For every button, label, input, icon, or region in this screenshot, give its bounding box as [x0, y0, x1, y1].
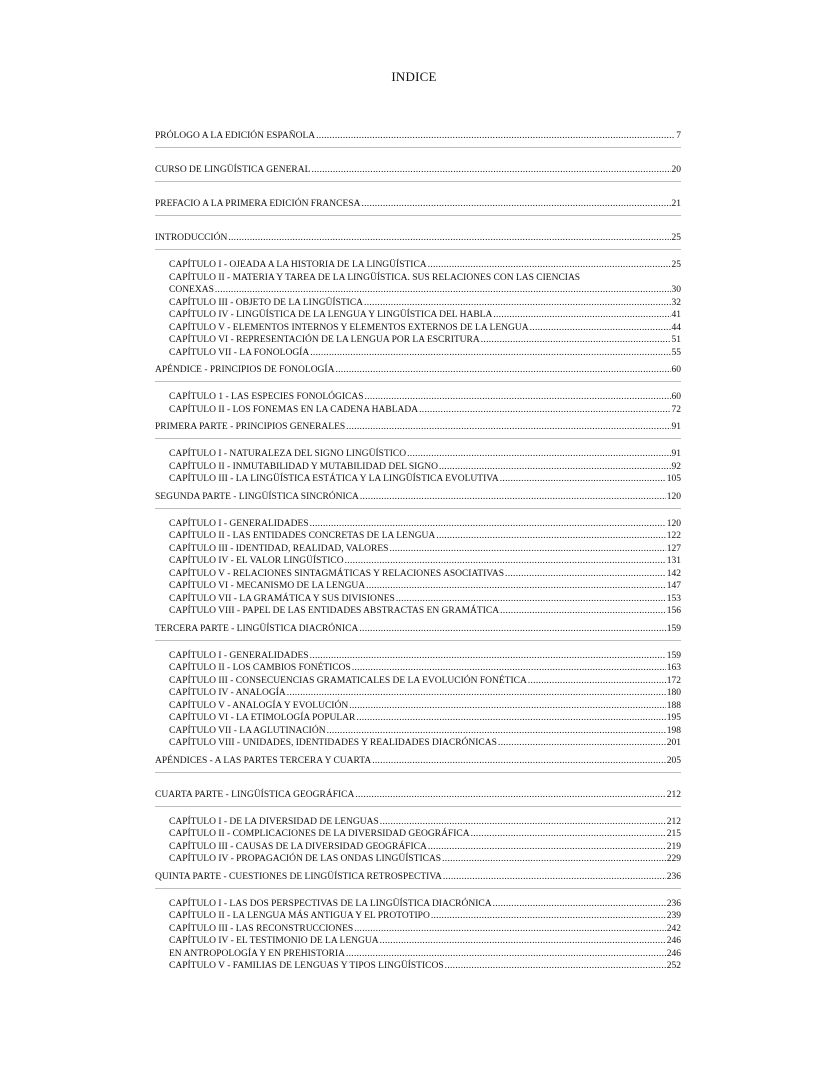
dot-leader	[354, 923, 666, 936]
toc-page-number: 127	[666, 543, 681, 554]
toc-chapter-title-cont: CONEXAS	[169, 285, 214, 295]
toc-section-title: PRÓLOGO A LA EDICIÓN ESPAÑOLA	[155, 131, 316, 141]
toc-chapter-title: CAPÍTULO II - LAS ENTIDADES CONCRETAS DE LA LENGUA	[169, 531, 436, 541]
toc-section	[155, 624, 681, 756]
toc-chapter-entry[interactable]	[155, 259, 681, 272]
toc-chapter-title: CAPÍTULO II - LOS FONEMAS EN LA CADENA HABLADA	[169, 404, 419, 415]
divider	[155, 438, 681, 439]
dot-leader	[389, 543, 665, 556]
dot-leader	[498, 737, 666, 750]
toc-page-number: 55	[671, 347, 681, 358]
dot-leader	[366, 580, 666, 593]
toc-chapter-title: CAPÍTULO VIII - UNIDADES, IDENTIDADES Y REALIDADES DIACRÓNICAS	[169, 738, 497, 748]
toc-chapter-title: CAPÍTULO I - LAS DOS PERSPECTIVAS DE LA LINGÜÍSTICA DIACRÓNICA	[169, 898, 492, 909]
dot-leader	[287, 687, 666, 700]
toc-chapter-entry[interactable]	[155, 662, 681, 675]
toc-chapter-entry[interactable]	[155, 737, 681, 750]
toc-page-number: 212	[666, 816, 681, 827]
toc-chapter-entry[interactable]	[155, 948, 681, 961]
dot-leader	[442, 853, 666, 866]
toc-page-number: 120	[666, 518, 681, 529]
toc-chapter-title: CAPÍTULO IV - ANALOGÍA	[169, 688, 286, 698]
toc-section-title: QUINTA PARTE - CUESTIONES DE LINGÜÍSTICA RETROSPECTIVA	[155, 871, 442, 882]
toc-chapter-entry[interactable]	[155, 605, 681, 618]
dot-leader	[500, 473, 666, 486]
toc-chapter-entry[interactable]	[155, 334, 681, 347]
toc-chapter-title: CAPÍTULO VII - LA AGLUTINACIÓN	[169, 725, 326, 736]
toc-chapter-list	[155, 650, 681, 750]
toc-chapter-title: CAPÍTULO I - NATURALEZA DEL SIGNO LINGÜÍSTICO	[169, 449, 407, 459]
toc-section-entry[interactable]	[155, 165, 681, 176]
dot-leader	[528, 675, 666, 688]
toc-chapter-title: CAPÍTULO IV - LINGÜÍSTICA DE LA LENGUA Y LINGÜÍSTICA DEL HABLA	[169, 310, 493, 320]
toc-page-number: 236	[666, 871, 681, 882]
toc-chapter-list	[155, 898, 681, 973]
toc-page-number: 219	[666, 841, 681, 852]
dot-leader	[352, 662, 666, 675]
dot-leader	[493, 898, 666, 911]
dot-leader	[228, 233, 670, 244]
toc-chapter-title: CAPÍTULO III - IDENTIDAD, REALIDAD, VALORES	[169, 543, 389, 554]
toc-page-number: 252	[666, 961, 681, 971]
dot-leader	[364, 297, 670, 310]
toc-section-title: APÉNDICES - A LAS PARTES TERCERA Y CUARTA	[155, 755, 372, 766]
toc-page-number: 180	[666, 688, 681, 698]
toc-page-number: 131	[666, 556, 681, 566]
dot-leader	[380, 935, 666, 948]
dot-leader	[372, 756, 666, 767]
toc-section-entry[interactable]	[155, 422, 681, 433]
toc-page-number: 20	[671, 165, 681, 175]
toc-page-number: 159	[666, 650, 681, 661]
dot-leader	[311, 165, 670, 176]
toc-section	[155, 790, 681, 872]
dot-leader	[505, 568, 666, 581]
toc-page-number: 72	[671, 404, 681, 415]
dot-leader	[359, 624, 665, 635]
toc-page-number: 92	[671, 461, 681, 472]
toc-page-number: 32	[671, 297, 681, 308]
toc-chapter-entry[interactable]	[155, 448, 681, 461]
dot-leader	[445, 960, 666, 973]
toc-chapter-title: CAPÍTULO II - MATERIA Y TAREA DE LA LINGÜÍSTICA. SUS RELACIONES CON LAS CIENCIAS	[169, 272, 581, 283]
dot-leader	[419, 404, 670, 417]
dot-leader	[500, 605, 666, 618]
toc-page-number: 25	[671, 260, 681, 270]
toc-chapter-entry[interactable]	[155, 816, 681, 829]
toc-chapter-entry[interactable]	[155, 404, 681, 417]
toc-page-number: 147	[666, 581, 681, 591]
toc-page-number: 172	[666, 675, 681, 686]
toc-chapter-entry[interactable]	[155, 923, 681, 936]
toc-page-number: 198	[666, 725, 681, 736]
dot-leader	[360, 492, 666, 503]
toc-section	[155, 199, 681, 233]
dot-leader	[335, 365, 670, 376]
toc-section	[155, 756, 681, 790]
toc-chapter-entry[interactable]	[155, 309, 681, 322]
toc-chapter-entry[interactable]	[155, 910, 681, 923]
toc-section-title: TERCERA PARTE - LINGÜÍSTICA DIACRÓNICA	[155, 623, 359, 634]
toc-chapter-entry[interactable]	[155, 841, 681, 854]
page-title: INDICE	[391, 69, 437, 84]
toc-chapter-entry[interactable]	[155, 960, 681, 973]
toc-chapter-title: CAPÍTULO V - RELACIONES SINTAGMÁTICAS Y RELACIONES ASOCIATIVAS	[169, 568, 505, 579]
toc-page-number: 51	[671, 335, 681, 345]
toc-chapter-entry[interactable]	[155, 712, 681, 725]
toc-chapter-title: CAPÍTULO II - COMPLICACIONES DE LA DIVERSIDAD GEOGRÁFICA	[169, 829, 470, 839]
toc-chapter-entry[interactable]	[155, 593, 681, 606]
toc-chapter-entry[interactable]	[155, 828, 681, 841]
dot-leader	[215, 284, 671, 297]
dot-leader	[443, 872, 666, 883]
dot-leader	[471, 828, 666, 841]
toc-chapter-title: CAPÍTULO IV - EL TESTIMONIO DE LA LENGUA	[169, 936, 379, 946]
toc-section	[155, 233, 681, 365]
toc-page-number: 212	[666, 789, 681, 800]
toc-chapter-list	[155, 391, 681, 416]
toc-chapter-entry[interactable]	[155, 297, 681, 310]
toc-section-entry[interactable]	[155, 624, 681, 635]
toc-chapter-entry[interactable]	[155, 518, 681, 531]
toc-page-number: 215	[666, 829, 681, 839]
toc-section-title: SEGUNDA PARTE - LINGÜÍSTICA SINCRÓNICA	[155, 491, 359, 502]
toc-page-number: 44	[671, 322, 681, 333]
toc-page-number: 153	[666, 593, 681, 604]
toc-chapter-title: CAPÍTULO IV - EL VALOR LINGÜÍSTICO	[169, 556, 344, 566]
dot-leader	[346, 422, 670, 433]
toc-page-number: 246	[666, 936, 681, 946]
toc-chapter-title: CAPÍTULO I - GENERALIDADES	[169, 518, 309, 529]
toc-chapter-title: CAPÍTULO V - ELEMENTOS INTERNOS Y ELEMENTOS EXTERNOS DE LA LENGUA	[169, 322, 529, 333]
toc-page-number: 163	[666, 663, 681, 673]
toc-chapter-title: CAPÍTULO 1 - LAS ESPECIES FONOLÓGICAS	[169, 392, 364, 402]
toc-chapter-title: CAPÍTULO II - LA LENGUA MÁS ANTIGUA Y EL PROTOTIPO	[169, 911, 430, 921]
toc-chapter-entry[interactable]	[155, 568, 681, 581]
toc-page-number: 242	[666, 923, 681, 934]
toc-page-number: 159	[666, 623, 681, 634]
divider	[155, 888, 681, 889]
toc-section-title: APÉNDICE - PRINCIPIOS DE FONOLOGÍA	[155, 365, 335, 375]
toc-chapter-title: CAPÍTULO I - DE LA DIVERSIDAD DE LENGUAS	[169, 816, 379, 827]
dot-leader	[436, 530, 665, 543]
toc-chapter-title: CAPÍTULO VI - MECANISMO DE LA LENGUA	[169, 581, 366, 591]
dot-leader	[345, 555, 666, 568]
toc-chapter-entry[interactable]	[155, 898, 681, 911]
toc-chapter-title: CAPÍTULO V - FAMILIAS DE LENGUAS Y TIPOS LINGÜÍSTICOS	[169, 961, 444, 971]
toc-section-entry[interactable]	[155, 233, 681, 244]
toc-chapter-title: CAPÍTULO I - OJEADA A LA HISTORIA DE LA LINGÜÍSTICA	[169, 260, 427, 270]
toc-chapter-entry[interactable]	[155, 935, 681, 948]
toc-chapter-list	[155, 816, 681, 866]
toc-chapter-title: CAPÍTULO VI - REPRESENTACIÓN DE LA LENGUA POR LA ESCRITURA	[169, 335, 480, 345]
toc-section-title: CUARTA PARTE - LINGÜÍSTICA GEOGRÁFICA	[155, 789, 355, 800]
dot-leader	[431, 910, 666, 923]
dot-leader	[327, 725, 666, 738]
toc-section-entry[interactable]	[155, 492, 681, 503]
toc-section-entry[interactable]	[155, 872, 681, 883]
toc-page-number: 30	[671, 285, 681, 295]
toc-chapter-list	[155, 448, 681, 486]
toc-chapter-title: CAPÍTULO I - GENERALIDADES	[169, 650, 309, 661]
toc-section	[155, 165, 681, 199]
toc-chapter-entry[interactable]	[155, 555, 681, 568]
toc-chapter-entry[interactable]	[155, 473, 681, 486]
dot-leader	[356, 712, 665, 725]
toc-page-number: 60	[671, 365, 681, 375]
toc-page-number: 91	[671, 449, 681, 459]
toc-section	[155, 872, 681, 979]
dot-leader	[493, 309, 670, 322]
dot-leader	[428, 841, 666, 854]
toc-chapter-title: CAPÍTULO III - CAUSAS DE LA DIVERSIDAD GEOGRÁFICA	[169, 841, 427, 852]
toc-page-number: 195	[666, 713, 681, 723]
dot-leader	[361, 199, 670, 210]
toc-page-number: 156	[666, 606, 681, 616]
dot-leader	[407, 448, 670, 461]
toc-page-number: 25	[671, 233, 681, 243]
toc-chapter-title: CAPÍTULO VIII - PAPEL DE LAS ENTIDADES ABSTRACTAS EN GRAMÁTICA	[169, 606, 500, 616]
dot-leader	[481, 334, 671, 347]
toc-section-title: PREFACIO A LA PRIMERA EDICIÓN FRANCESA	[155, 199, 361, 209]
toc-section	[155, 422, 681, 492]
toc-chapter-title: CAPÍTULO VII - LA GRAMÁTICA Y SUS DIVISIONES	[169, 593, 395, 604]
dot-leader	[310, 347, 670, 360]
toc-section-entry[interactable]	[155, 199, 681, 210]
toc-chapter-entry[interactable]	[155, 853, 681, 866]
toc-chapter-entry[interactable]	[155, 322, 681, 335]
toc-page-number: 91	[671, 422, 681, 432]
toc-section-entry[interactable]	[155, 131, 681, 142]
toc-chapter-title: CAPÍTULO III - LAS RECONSTRUCCIONES	[169, 923, 354, 934]
toc-chapter-title: CAPÍTULO III - CONSECUENCIAS GRAMATICALES DE LA EVOLUCIÓN FONÉTICA	[169, 675, 527, 686]
divider	[155, 508, 681, 509]
toc-chapter-title: CAPÍTULO II - INMUTABILIDAD Y MUTABILIDAD DEL SIGNO	[169, 461, 438, 472]
toc-section-entry[interactable]	[155, 756, 681, 767]
dot-leader	[349, 700, 666, 713]
dot-leader	[346, 948, 666, 961]
toc-section-title: CURSO DE LINGÜÍSTICA GENERAL	[155, 165, 311, 175]
toc-chapter-title: CAPÍTULO III - OBJETO DE LA LINGÜÍSTICA	[169, 297, 364, 308]
toc-page-number: 236	[666, 898, 681, 909]
divider	[155, 640, 681, 641]
toc-chapter-entry[interactable]	[155, 650, 681, 663]
toc-page-number: 60	[671, 392, 681, 402]
toc-section-entry[interactable]	[155, 790, 681, 801]
toc-page-number: 205	[666, 755, 681, 766]
toc-chapter-entry[interactable]	[155, 543, 681, 556]
toc-section	[155, 365, 681, 422]
toc-page-number: 201	[666, 738, 681, 748]
divider	[155, 249, 681, 250]
toc-chapter-entry[interactable]	[155, 530, 681, 543]
toc-chapter-title: CAPÍTULO III - LA LINGÜÍSTICA ESTÁTICA Y LA LINGÜÍSTICA EVOLUTIVA	[169, 474, 499, 484]
toc-chapter-title: CAPÍTULO V - ANALOGÍA Y EVOLUCIÓN	[169, 700, 349, 711]
toc-section	[155, 492, 681, 624]
dot-leader	[530, 322, 671, 335]
toc-section-title: PRIMERA PARTE - PRINCIPIOS GENERALES	[155, 422, 346, 432]
toc-chapter-entry[interactable]	[155, 675, 681, 688]
dot-leader	[355, 790, 665, 801]
toc-page-number: 7	[676, 131, 681, 141]
toc-page-number: 122	[666, 531, 681, 541]
toc-page-number: 21	[671, 199, 681, 209]
dot-leader	[380, 816, 666, 829]
dot-leader	[428, 259, 671, 272]
toc-page-number: 188	[666, 700, 681, 711]
dot-leader	[310, 650, 666, 663]
toc-page-number: 120	[666, 491, 681, 502]
toc-chapter-title: CAPÍTULO IV - PROPAGACIÓN DE LAS ONDAS LINGÜÍSTICAS	[169, 854, 442, 864]
toc-page-number: 229	[666, 854, 681, 864]
table-of-contents	[155, 131, 681, 979]
toc-chapter-title: CAPÍTULO VI - LA ETIMOLOGÍA POPULAR	[169, 713, 356, 723]
toc-section	[155, 131, 681, 165]
divider	[155, 806, 681, 807]
toc-chapter-list	[155, 518, 681, 618]
toc-chapter-entry[interactable]	[155, 725, 681, 738]
dot-leader	[310, 518, 666, 531]
dot-leader	[396, 593, 666, 606]
toc-chapter-entry[interactable]	[155, 700, 681, 713]
toc-section-title: INTRODUCCIÓN	[155, 233, 228, 243]
dot-leader	[365, 391, 671, 404]
toc-chapter-entry[interactable]	[155, 347, 681, 360]
toc-chapter-title: CAPÍTULO VII - LA FONOLOGÍA	[169, 347, 310, 358]
toc-chapter-entry[interactable]	[155, 461, 681, 474]
toc-chapter-title: EN ANTROPOLOGÍA Y EN PREHISTORIA	[169, 948, 345, 959]
toc-chapter-entry[interactable]	[155, 580, 681, 593]
toc-chapter-list	[155, 259, 681, 359]
toc-page-number: 246	[666, 948, 681, 959]
toc-chapter-entry[interactable]	[155, 272, 681, 297]
toc-chapter-entry[interactable]	[155, 391, 681, 404]
toc-page-number: 41	[671, 310, 681, 320]
dot-leader	[439, 461, 671, 474]
toc-page-number: 239	[666, 911, 681, 921]
toc-chapter-title: CAPÍTULO II - LOS CAMBIOS FONÉTICOS	[169, 663, 351, 673]
toc-page-number: 142	[666, 568, 681, 579]
divider	[155, 381, 681, 382]
toc-chapter-entry[interactable]	[155, 687, 681, 700]
toc-section-entry[interactable]	[155, 365, 681, 376]
dot-leader	[316, 131, 675, 142]
toc-page-number: 105	[666, 474, 681, 484]
